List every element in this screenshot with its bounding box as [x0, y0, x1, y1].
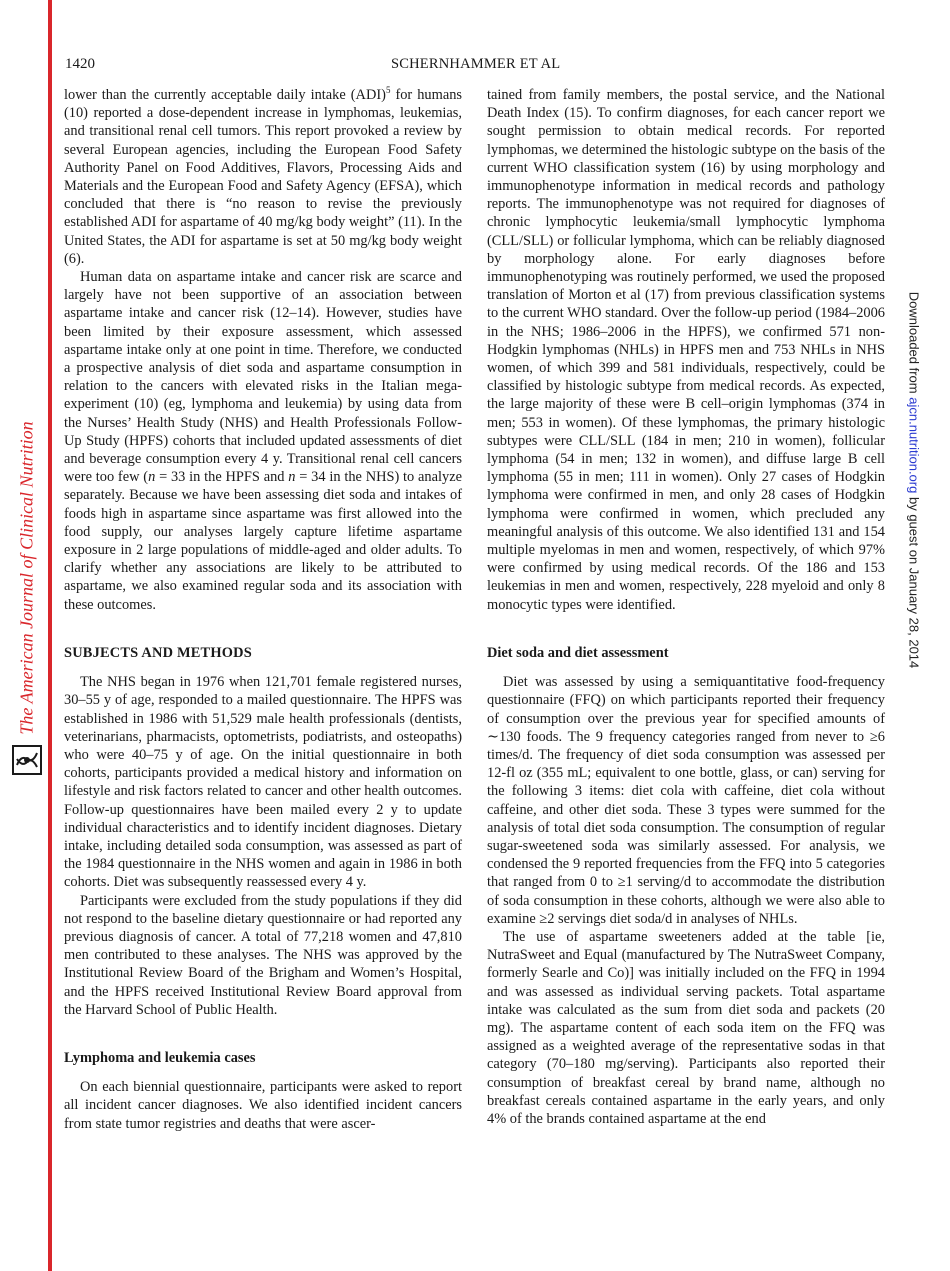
methods-paragraph-2: Participants were excluded from the study populations if they did not respond to the baseline dietary questionnaire or had reported any previous diagnosis of cancer. A total of 77,218 women and 47,810 men contributed to these analyses. The NHS was approved by the Institutional Review Board of the Brigham and Women’s Hospital, and the HPFS received Institutional Review Board approval from the Harvard School of Public Health.: [64, 892, 462, 1018]
intro-paragraph-1: lower than the currently acceptable daily intake (ADI)$^5$ for humans (10) reported a dose-dependent increase in lymphomas, leukemias, and transitional renal cell tumors. This report provoked a review by several European agencies, including the European Food Safety Authority Panel on Food Additives, Flavors, Processing Aids and Materials and the European Food and Safety Agency (EFSA), which concluded that there is “no reason to revise the previously established ADI for aspartame of 40 mg/kg body weight” (11). In the United States, the ADI for aspartame is set at 50 mg/kg body weight (6).: [64, 85, 462, 267]
download-suffix: by guest on January 28, 2014: [906, 493, 922, 669]
download-prefix: Downloaded from: [906, 291, 922, 398]
methods-paragraph-1: The NHS began in 1976 when 121,701 female registered nurses, 30–55 y of age, responded to a mailed questionnaire. The HPFS was established in 1986 with 51,529 male health professionals (dentists, veterinarians, pharmacists, optometrists, podiatrists, and osteopaths) who were 40–75 y of age. On the initial questionnaire in both cohorts, participants provided a medical history and information on lifestyle and risk factors related to cancer and other health outcomes. Follow-up questionnaires have been mailed every 2 y to update individual characteristics and to identify incident diagnoses. Dietary intake, including detailed soda consumption, was assessed as part of the 1984 questionnaire in the NHS women and again in 1986 in both cohorts. Diet was subsequently reassessed every 4 y.: [64, 674, 462, 891]
intro-paragraph-2: Human data on aspartame intake and cancer risk are scarce and largely have not been supportive of an association between aspartame intake and cancer risk (12–14). However, studies have been limited by their exposure assessment, which assessed aspartame intake only at one point in time. Therefore, we conducted a prospective analysis of diet soda and aspartame consumption in relation to the cancers with elevated risks in the Italian mega-experiment (10) (eg, lymphoma and leukemia) by using data from the Nurses’ Health Study (NHS) and Health Professionals Follow-Up Study (HPFS) cohorts that included updated assessments of diet and beverage consumption every 4 y. Transitional renal cell cancers were too few (n = 33 in the HPFS and n = 34 in the NHS) to analyze separately. Because we have been assessing diet soda and intakes of foods high in aspartame since aspartame was first allowed into the food supply, our analyses largely capture lifetime aspartame exposure in 2 large populations of middle-aged and older adults. To clarify whether any associations are likely to be attributed to aspartame, we also examined regular soda and its association with these outcomes.: [64, 269, 462, 613]
subsection-heading-diet: Diet soda and diet assessment: [487, 644, 669, 661]
lymphoma-paragraph-1: On each biennial questionnaire, participants were asked to report all incident cancer diagnoses. We also identified incident cancers from state tumor registries and deaths that were ascer-: [64, 1079, 462, 1132]
diet-paragraph-1: Diet was assessed by using a semiquantitative food-frequency questionnaire (FFQ) on which participants reported their frequency of consumption over the previous year for specified amounts of ∼130 foods. The 9 frequency categories ranged from never to ≥6 times/d. The frequency of diet soda consumption was assessed per 12-fl oz (355 mL; equivalent to one bottle, glass, or can) serving for the following 3 items: diet cola with caffeine, diet cola without caffeine, and other diet soda. These 3 types were summed for the analysis of total diet soda consumption. The consumption of regular sugar-sweetened soda was similarly assessed. For analysis, we condensed the 9 reported frequencies from the FFQ into 5 categories that ranged from 0 to ≥1 serving/d to accommodate the distribution of soda consumption in these cohorts, although we were also able to examine ≥2 servings diet soda/d in analyses of NHLs.: [487, 674, 885, 927]
right-column: [487, 86, 885, 1128]
diet-paragraph-2: The use of aspartame sweeteners added at the table [ie, NutraSweet and Equal (manufactured by The NutraSweet Company, formerly Searle and Co)] was initially included on the FFQ in 1994 and was assessed as individual serving packets. Total aspartame intake was calculated as the sum from diet soda and packets (20 mg). The aspartame content of each soda item on the FFQ was assigned as a weighted average of the representative sodas in that category (70–180 mg/serving). Participants also reported their consumption of breakfast cereal by brand name, although no breakfast cereals contained aspartame in the early years, and only 4% of the brands contained aspartame at the end: [487, 928, 885, 1127]
section-heading-methods: SUBJECTS AND METHODS: [64, 644, 252, 661]
download-notice-vertical: [907, 292, 922, 669]
running-head: SCHERNHAMMER ET AL: [391, 56, 561, 72]
page-number: 1420: [65, 56, 95, 72]
journal-name-vertical: The American Journal of Clinical Nutrition: [16, 421, 37, 735]
subsection-heading-lymphoma: Lymphoma and leukemia cases: [64, 1049, 256, 1066]
journal-red-bar: [48, 0, 52, 1271]
download-link[interactable]: ajcn.nutrition.org: [906, 397, 922, 494]
journal-logo-icon: [12, 745, 42, 775]
footnote-marker: 5: [385, 85, 391, 95]
lymphoma-paragraph-continued: tained from family members, the postal service, and the National Death Index (15). To confirm diagnoses, for each cancer report we sought permission to obtain medical records. For reported lymphomas, we determined the histologic subtype on the basis of the current WHO classification system (16) by using morphology and immunophenotype information in medical records and pathology reports. The immunophenotype was not required for diagnoses of chronic lymphocytic leukemia/small lymphocytic lymphoma (CLL/SLL) or follicular lymphoma, which can be reliably diagnosed by morphology alone. For early diagnoses before immunophenotyping was routinely performed, we used the proposed translation of Morton et al (17) from previous classification systems to the current WHO standard. Over the follow-up period (1984–2006 in the NHS; 1986–2006 in the HPFS), we confirmed 571 non-Hodgkin lymphomas (NHLs) in HPFS men and 753 NHLs in NHS women, of which 399 and 581 individuals, respectively, could be classified by histologic subtype from medical records. As expected, the large majority of these were B cell–origin lymphomas (374 in men; 553 in women). Of these lymphomas, the primary histologic subtypes were CLL/SLL (184 in men; 210 in women), follicular lymphoma (54 in men; 132 in women), and diffuse large B cell lymphoma (55 in men; 111 in women). Only 27 cases of Hodgkin lymphoma were confirmed in men, and only 28 cases of Hodgkin lymphoma were confirmed in women, which precluded any meaningful analysis of this outcome. We also identified 131 and 154 multiple myelomas in men and women, respectively, of which 97% were confirmed by using medical records. Of the 186 and 153 leukemias in men and women, respectively, 228 myeloid and only 8 monocytic types were identified.: [487, 87, 885, 613]
left-column: [64, 86, 462, 1133]
